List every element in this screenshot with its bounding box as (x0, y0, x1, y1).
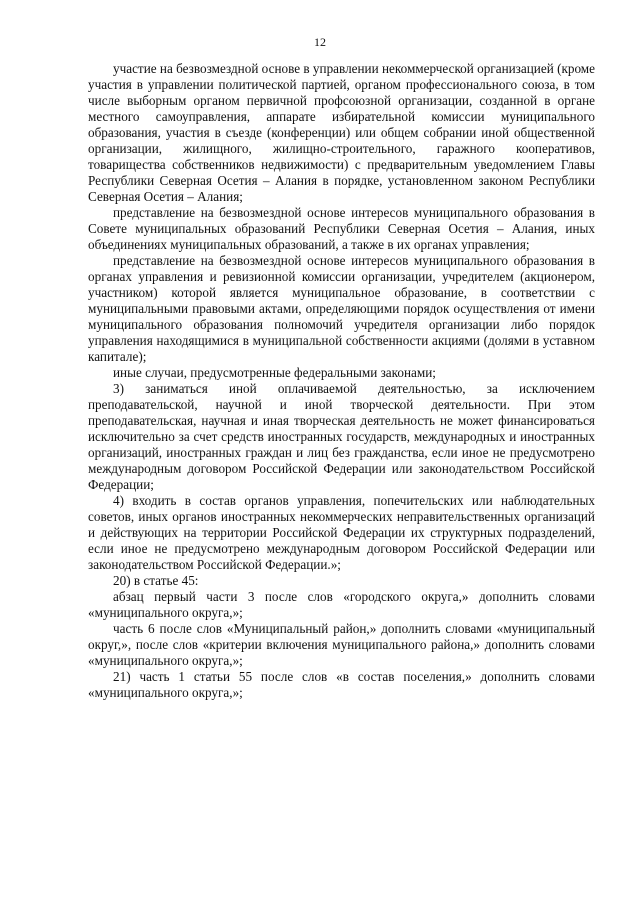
document-body (88, 61, 595, 701)
paragraph-article-45-part-3: абзац первый части 3 после слов «городского округа,» дополнить словами «муниципального округа,»; (88, 589, 595, 620)
paragraph-item-4: 4) входить в состав органов управления, попечительских или наблюдательных советов, иных органов иностранных некоммерческих неправительственных организаций и действующих на территории Российской Федерации их структурных подразделений, если иное не предусмотрено международным договором Российской Федерации или законодательством Российской Федерации.»; (88, 493, 595, 572)
page-number: 12 (314, 35, 326, 49)
paragraph-organization-representation: представление на безвозмездной основе интересов муниципального образования в органах управления и ревизионной комиссии организации, учредителем (акционером, участником) которой является муниципальное образование, в соответствии с муниципальными правовыми актами, определяющими порядок осуществления от имени муниципального образования полномочий учредителя организации либо порядок управления находящимися в муниципальной собственности акциями (долями в уставном капитале); (88, 253, 595, 364)
paragraph-item-21: 21) часть 1 статьи 55 после слов «в состав поселения,» дополнить словами «муниципального округа,»; (88, 669, 595, 700)
paragraph-participation: участие на безвозмездной основе в управлении некоммерческой организацией (кроме участия в управлении политической партией, органом профессионального союза, в том числе выборным органом первичной профсоюзной организации, созданной в органе местного самоуправления, аппарате избирательной комиссии муниципального образования, участия в съезде (конференции) или общем собрании иной общественной организации, жилищного, жилищно-строительного, гаражного кооперативов, товарищества собственников недвижимости) с предварительным уведомлением Главы Республики Северная Осетия – Алания в порядке, установленном законом Республики Северная Осетия – Алания; (88, 61, 596, 204)
paragraph-article-45-part-6: часть 6 после слов «Муниципальный район,» дополнить словами «муниципальный округ,», после слов «критерии включения муниципального района,» дополнить словами «муниципального округа,»; (88, 621, 595, 668)
paragraph-item-20: 20) в статье 45: (113, 573, 199, 588)
paragraph-other-cases: иные случаи, предусмотренные федеральными законами; (113, 365, 436, 380)
paragraph-council-representation: представление на безвозмездной основе интересов муниципального образования в Совете муниципальных образований Республики Северная Осетия – Алания, иных объединениях муниципальных образований, а также в их органах управления; (88, 205, 595, 252)
paragraph-item-3: 3) заниматься иной оплачиваемой деятельностью, за исключением преподавательской, научной и иной творческой деятельности. При этом преподавательская, научная и иная творческая деятельность не может финансироваться исключительно за счет средств иностранных государств, международных и иностранных организаций, иностранных граждан и лиц без гражданства, если иное не предусмотрено международным договором Российской Федерации или законодательством Российской Федерации; (88, 381, 595, 492)
